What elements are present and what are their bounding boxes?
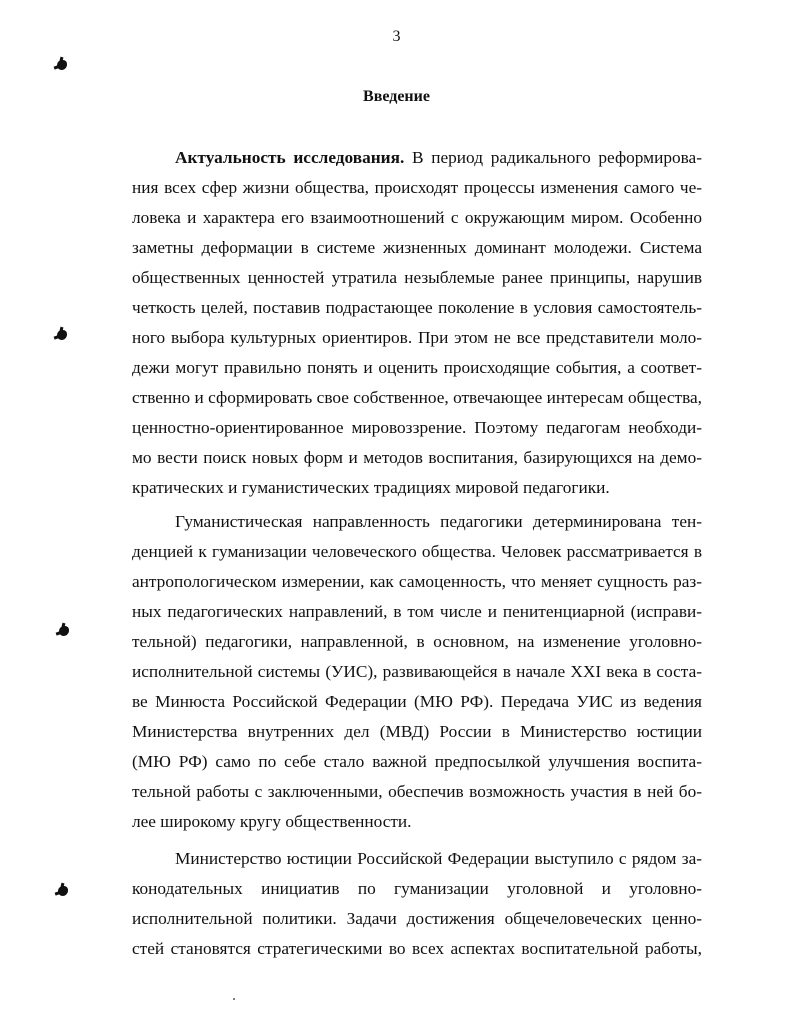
text-line: Министерства внутренних дел (МВД) России в Министерство юстиции [132, 722, 702, 741]
lead-term: Актуальность исследования. [175, 148, 405, 167]
text-line: Министерство юстиции Российской Федерации выступило с рядом за- [175, 849, 702, 868]
text-line: денцией к гуманизации человеческого общества. Человек рассматривается в [132, 542, 702, 561]
text-line [175, 147, 702, 169]
text-line: тельной) педагогики, направленной, в основном, на изменение уголовно- [132, 632, 702, 651]
text-line: общественных ценностей утратила незыблемые ранее принципы, нарушив [132, 268, 702, 287]
text-line: исполнительной системы (УИС), развивающейся в начале XXI века в соста- [132, 662, 702, 681]
text-line: (МЮ РФ) само по себе стало важной предпосылкой улучшения воспита- [132, 752, 702, 771]
text-line: Гуманистическая направленность педагогики детерминирована тен- [175, 512, 702, 531]
text-line: конодательных инициатив по гуманизации уголовной и уголовно- [132, 879, 702, 898]
punch-hole-mark [57, 60, 67, 70]
text-line: ловека и характера его взаимоотношений с окружающим миром. Особенно [132, 208, 702, 227]
text-line: антропологическом измерении, как самоценность, что меняет сущность раз- [132, 572, 702, 591]
punch-hole-mark [59, 626, 69, 636]
text-line: ве Минюста Российской Федерации (МЮ РФ). Передача УИС из ведения [132, 692, 702, 711]
punch-hole-mark [57, 330, 67, 340]
text-line: исполнительной политики. Задачи достижения общечеловеческих ценно- [132, 909, 702, 928]
text-line: ния всех сфер жизни общества, происходят процессы изменения самого че- [132, 178, 702, 197]
text-line: заметны деформации в системе жизненных доминант молодежи. Система [132, 238, 702, 257]
text-line: мо вести поиск новых форм и методов воспитания, базирующихся на демо- [132, 448, 702, 467]
punch-hole-mark [58, 886, 68, 896]
text-line: ного выбора культурных ориентиров. При этом не все представители моло- [132, 328, 702, 347]
text-line: ценностно-ориентированное мировоззрение. Поэтому педагогам необходи- [132, 418, 702, 437]
text-line: ных педагогических направлений, в том числе и пенитенциарной (исправи- [132, 602, 702, 621]
text-line: ственно и сформировать свое собственное, отвечающее интересам общества, [132, 388, 702, 407]
text-line: лее широкому кругу общественности. [132, 812, 412, 831]
text-line: тельной работы с заключенными, обеспечив возможность участия в ней бо- [132, 782, 702, 801]
text-line: четкость целей, поставив подрастающее поколение в условия самостоятель- [132, 298, 702, 317]
section-heading: Введение [363, 88, 430, 105]
scan-speck [233, 998, 235, 1000]
text-line: дежи могут правильно понять и оценить происходящие события, а соответ- [132, 358, 702, 377]
text-line: кратических и гуманистических традициях мировой педагогики. [132, 478, 610, 497]
text-line: стей становятся стратегическими во всех аспектах воспитательной работы, [132, 939, 702, 958]
page-number: 3 [392, 28, 401, 45]
text-line-rest: В период радикального реформирова- [404, 148, 702, 167]
